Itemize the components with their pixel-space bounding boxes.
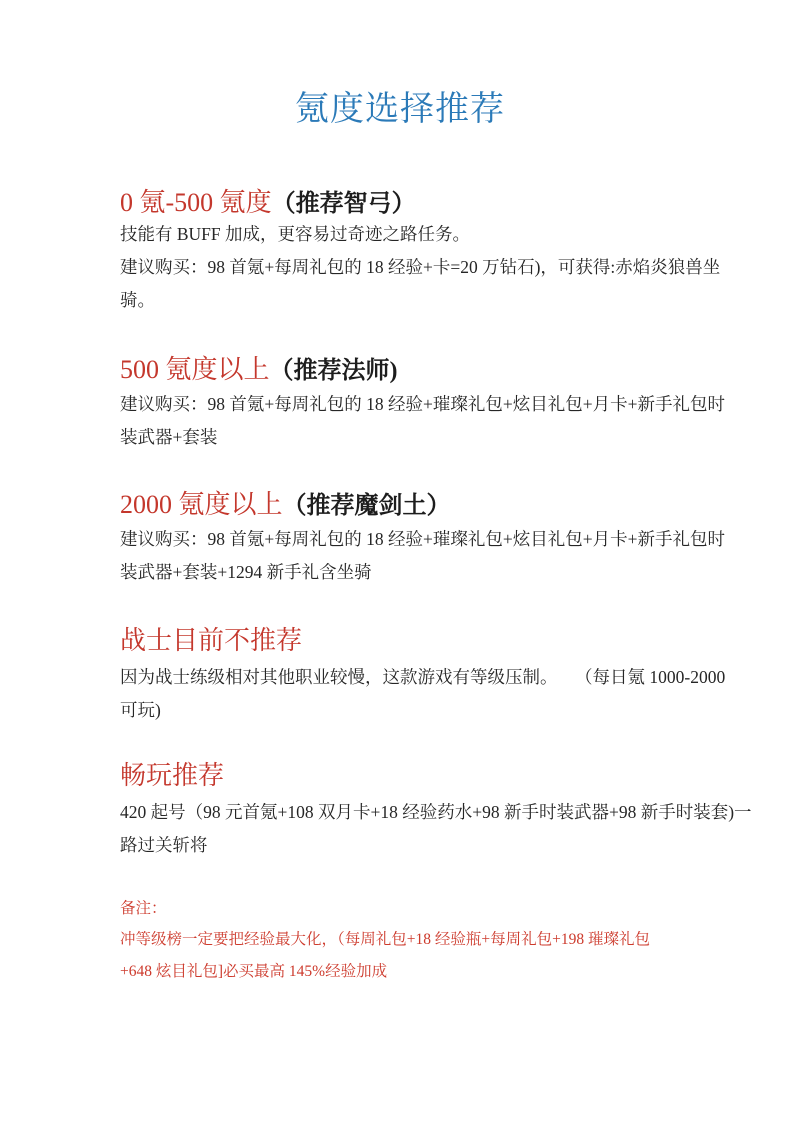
section-5-heading: [120, 759, 224, 794]
body-line: 建议购买：98 首氪+每周礼包的 18 经验+璀璨礼包+炫目礼包+月卡+新手礼包时: [120, 529, 725, 549]
note-line: 冲等级榜一定要把经验最大化，（每周礼包+18 经验瓶+每周礼包+198 璀璨礼包: [120, 931, 650, 948]
section-4-heading: [120, 624, 302, 659]
note-label: 备注：: [120, 900, 167, 917]
section-3-heading-red: 2000 氪度以上: [120, 490, 283, 519]
section-2-heading: [120, 353, 398, 388]
section-1-heading-black: （推荐智弓）: [271, 191, 416, 217]
body-line: 因为战士练级相对其他职业较慢，这款游戏有等级压制。 （每日氪 1000-2000: [120, 667, 726, 687]
body-line: 建议购买：98 首氪+每周礼包的 18 经验+璀璨礼包+炫目礼包+月卡+新手礼包时: [120, 394, 725, 414]
section-1-body: [120, 218, 720, 317]
section-1-heading: [120, 186, 416, 221]
section-3-body: [120, 523, 725, 589]
body-line: 装武器+套装+1294 新手礼含坐骑: [120, 562, 372, 582]
note-body: [120, 924, 650, 988]
body-line: 骑。: [120, 290, 155, 310]
section-3-heading-black: （推荐魔剑土）: [282, 493, 451, 519]
section-4-body: [120, 661, 725, 727]
section-5-heading-red: 畅玩推荐: [120, 761, 225, 790]
body-line: 420 起号（98 元首氪+108 双月卡+18 经验药水+98 新手时装武器+98 新手时装套)一: [120, 802, 752, 822]
section-2-heading-red: 500 氪度以上: [120, 355, 270, 384]
section-4-heading-red: 战士目前不推荐: [120, 626, 303, 655]
note-line: +648 炫目礼包]必买最高 145%经验加成: [120, 963, 388, 980]
body-line: 装武器+套装: [120, 427, 218, 447]
section-3-heading: [120, 488, 451, 523]
page-title: 氪度选择推荐: [295, 91, 505, 128]
section-1-heading-red: 0 氪-500 氪度: [120, 188, 272, 217]
body-line: 技能有 BUFF 加成，更容易过奇迹之路任务。: [120, 224, 471, 244]
section-5-body: [120, 796, 752, 862]
body-line: 建议购买：98 首氪+每周礼包的 18 经验+卡=20 万钻石)，可获得:赤焰炎狼兽坐: [120, 257, 721, 277]
section-2-heading-black: （推荐法师): [269, 358, 398, 384]
body-line: 可玩): [120, 700, 161, 720]
body-line: 路过关斩将: [120, 835, 208, 855]
section-2-body: [120, 388, 725, 454]
